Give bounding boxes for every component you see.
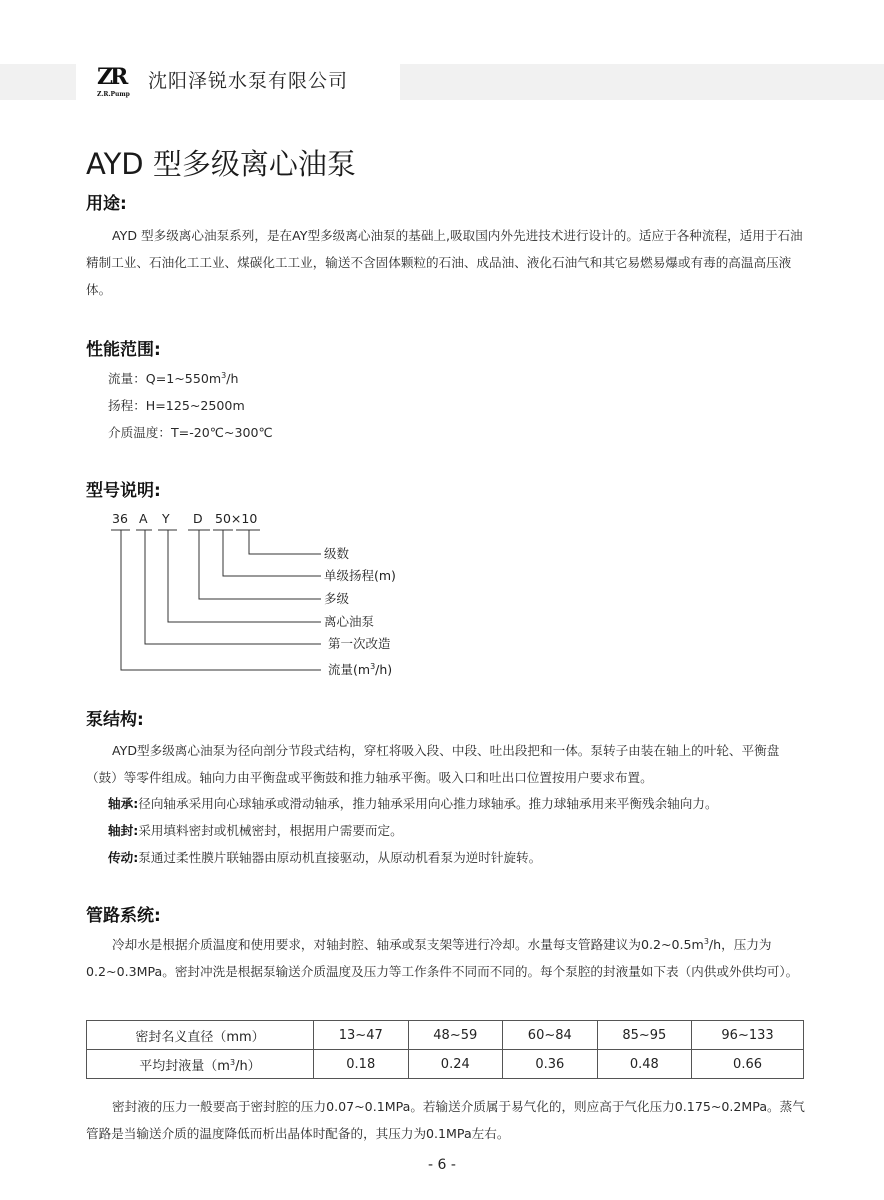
model-diagram-lines <box>108 508 428 688</box>
bearing-line <box>108 795 718 813</box>
drive-key: 传动: <box>108 850 139 865</box>
piping-paragraph <box>86 931 806 985</box>
logo-subtext: Z.R.Pump <box>97 91 130 98</box>
page-number: - 6 - <box>428 1157 456 1173</box>
label-flow: 流量$(m^3/h)$ <box>328 662 393 677</box>
model-heading: 型号说明: <box>86 481 161 501</box>
label-revision: 第一次改造 <box>328 636 391 651</box>
row-header-diameter: 密封名义直径（mm） <box>87 1021 314 1050</box>
flow-text: 流量：Q=1~550m <box>108 371 222 386</box>
usage-paragraph <box>86 222 806 303</box>
cell-flow: 0.18 <box>314 1050 409 1079</box>
seal-key: 轴封: <box>108 823 139 838</box>
drive-line <box>108 849 541 867</box>
performance-head: 扬程：H=125~2500m <box>108 398 245 413</box>
cell-diameter: 60~84 <box>503 1021 598 1050</box>
flow-sup: 3 <box>221 371 227 380</box>
cell-flow: 0.48 <box>597 1050 692 1079</box>
logo-mark: ZR <box>97 64 126 90</box>
leader-revision <box>145 530 321 644</box>
code-head-stages: 50×10 <box>215 511 258 526</box>
piping-heading: 管路系统: <box>86 906 161 926</box>
usage-text: AYD 型多级离心油泵系列，是在AY型多级离心油泵的基础上,吸取国内外先进技术进行设计的。适应于各种流程，适用于石油精制工业、石油化工工业、煤碳化工工业，输送不含固体颗粒的石油、成品油、液化石油气和其它易燃易爆或有毒的高温高压液体。 <box>86 228 803 297</box>
code-revision: A <box>139 511 148 526</box>
table-row <box>87 1050 804 1079</box>
usage-heading: 用途: <box>86 194 127 214</box>
performance-heading: 性能范围: <box>86 340 161 360</box>
page-title: AYD 型多级离心油泵 <box>86 147 356 181</box>
piping-text-a: 冷却水是根据介质温度和使用要求，对轴封腔、轴承或泵支架等进行冷却。水量每支管路建议为0.2~0.5m <box>112 937 704 952</box>
seal-liquid-table <box>86 1020 804 1079</box>
code-multistage: D <box>193 511 203 526</box>
cell-diameter: 85~95 <box>597 1021 692 1050</box>
label-head: 单级扬程(m) <box>324 568 396 583</box>
piping-after-text: 密封液的压力一般要高于密封腔的压力0.07~0.1MPa。若输送介质属于易气化的，则应高于气化压力0.175~0.2MPa。蒸气管路是当输送介质的温度降低而析出晶体时配备的，其压力为0.1MPa左右。 <box>86 1099 805 1141</box>
bearing-key: 轴承: <box>108 796 139 811</box>
cell-diameter: 96~133 <box>692 1021 804 1050</box>
flow-suffix: /h <box>226 371 239 386</box>
seal-line <box>108 822 403 840</box>
label-oilpump: 离心油泵 <box>324 614 375 629</box>
cell-diameter: 13~47 <box>314 1021 409 1050</box>
leader-stages <box>249 530 321 554</box>
leader-head <box>223 530 321 576</box>
cell-diameter: 48~59 <box>408 1021 503 1050</box>
row-header-flow: 平均封液量$(m^3/h)$ <box>87 1050 314 1079</box>
company-logo <box>97 64 147 104</box>
leader-multistage <box>199 530 321 599</box>
model-diagram <box>108 508 428 688</box>
structure-heading: 泵结构: <box>86 710 144 730</box>
cell-flow: 0.24 <box>408 1050 503 1079</box>
piping-after-paragraph <box>86 1093 806 1147</box>
cell-flow: 0.66 <box>692 1050 804 1079</box>
leader-flow <box>121 530 321 670</box>
code-oilpump: Y <box>162 511 170 526</box>
piping-sup: 3 <box>703 937 709 946</box>
structure-intro: AYD型多级离心油泵为径向剖分节段式结构，穿杠将吸入段、中段、吐出段把和一体。泵转子由装在轴上的叶轮、平衡盘（鼓）等零件组成。轴向力由平衡盘或平衡鼓和推力轴承平衡。吸入口和吐出口位置按用户要求布置。 <box>86 743 780 785</box>
cell-flow: 0.36 <box>503 1050 598 1079</box>
header-band-right <box>400 64 884 100</box>
label-multistage: 多级 <box>324 591 350 606</box>
performance-temp: 介质温度：T=-20℃~300℃ <box>108 425 273 440</box>
drive-text: 泵通过柔性膜片联轴器由原动机直接驱动，从原动机看泵为逆时针旋转。 <box>138 850 542 865</box>
bearing-text: 径向轴承采用向心球轴承或滑动轴承，推力轴承采用向心推力球轴承。推力球轴承用来平衡残余轴向力。 <box>138 796 718 811</box>
structure-paragraph <box>86 737 806 791</box>
table-row <box>87 1021 804 1050</box>
piping-text-b: /h，压力为0.2~0.3MPa。密封冲洗是根据泵输送介质温度及压力等工作条件不同而不同的。每个泵腔的封液量如下表（内供或外供均可）。 <box>86 937 799 979</box>
code-flow: 36 <box>112 511 128 526</box>
seal-text: 采用填料密封或机械密封，根据用户需要而定。 <box>138 823 403 838</box>
company-name: 沈阳泽锐水泵有限公司 <box>148 70 349 92</box>
header-band-left <box>0 64 76 100</box>
label-stages: 级数 <box>324 546 350 561</box>
performance-flow <box>108 370 238 388</box>
